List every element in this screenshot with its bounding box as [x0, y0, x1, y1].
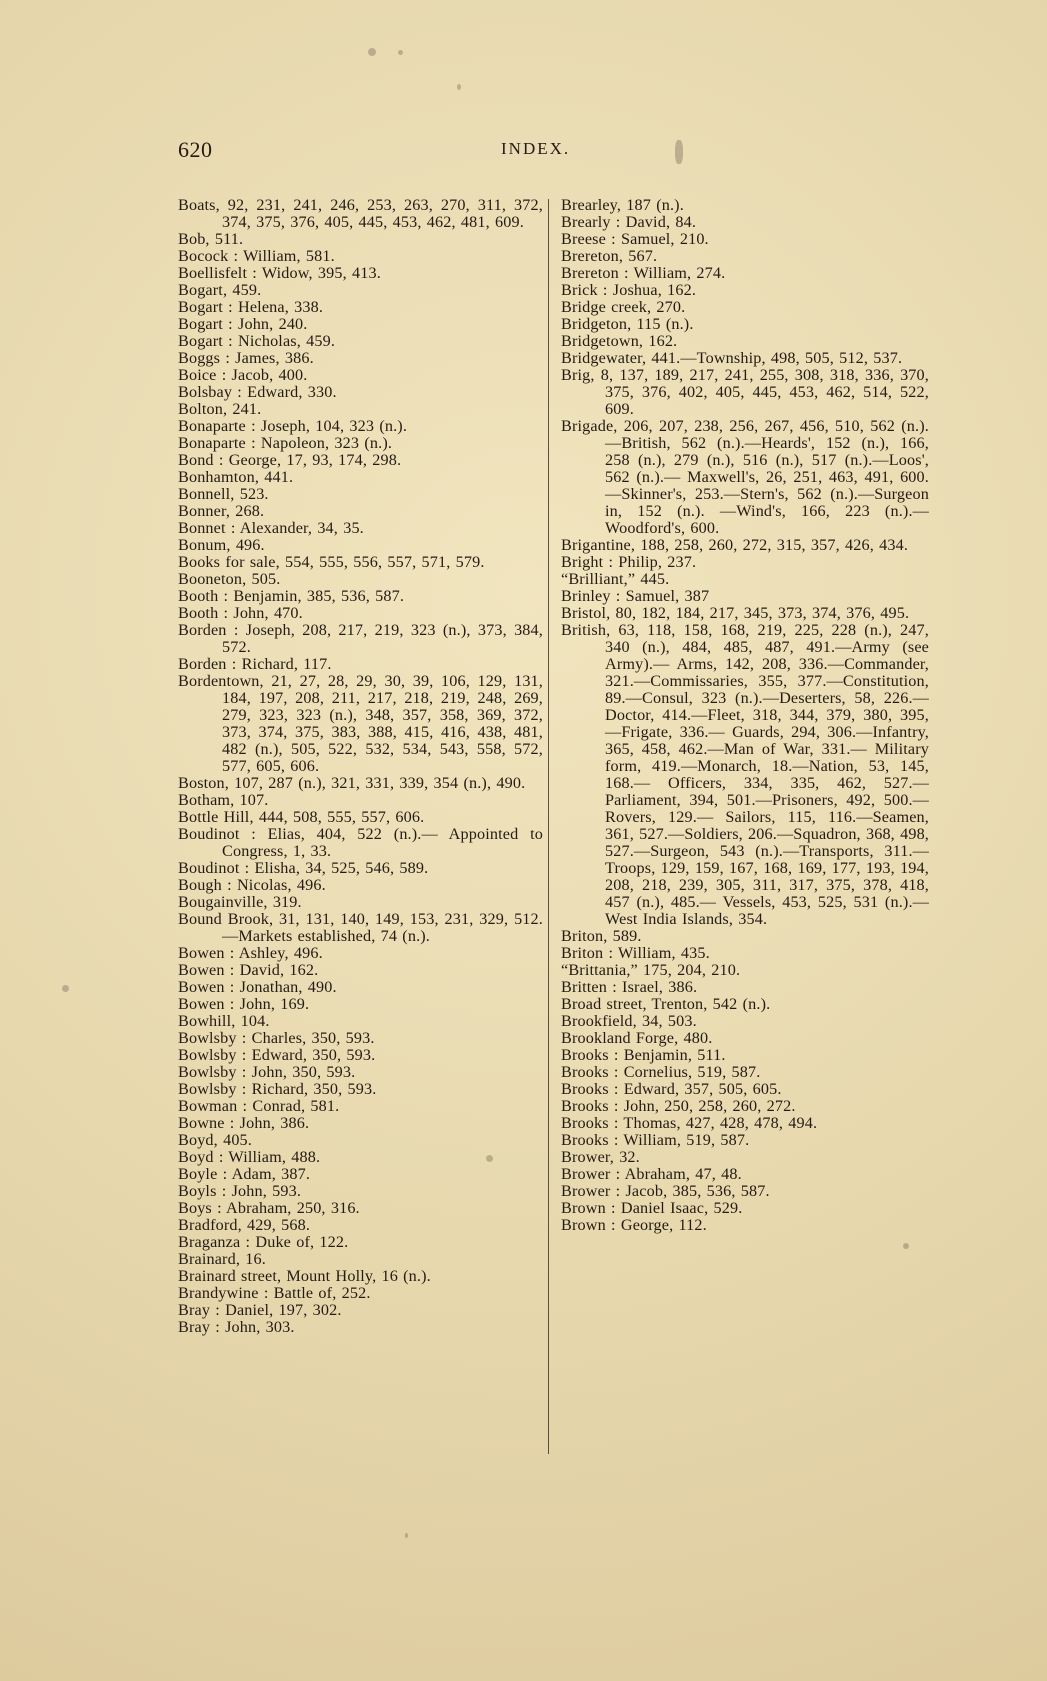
right-index-entry: “Brilliant,” 445. [561, 570, 670, 588]
paper-speck [903, 1243, 909, 1249]
left-index-entry: Brandywine : Battle of, 252. [178, 1284, 371, 1302]
left-index-entry: Bogart : John, 240. [178, 315, 308, 333]
left-index-entry: Bond : George, 17, 93, 174, 298. [178, 451, 402, 469]
paper-speck [405, 1533, 408, 1538]
left-index-entry: Bougainville, 319. [178, 893, 302, 911]
left-index-entry: Bray : John, 303. [178, 1318, 295, 1336]
paper-speck [486, 1155, 493, 1162]
left-index-entry: Brainard, 16. [178, 1250, 266, 1268]
paper-speck [398, 50, 403, 55]
left-index-entry: Boyd : William, 488. [178, 1148, 321, 1166]
right-index-entry: Brooks : William, 519, 587. [561, 1131, 750, 1149]
left-index-entry: Bowman : Conrad, 581. [178, 1097, 340, 1115]
left-index-entry: Boggs : James, 386. [178, 349, 314, 367]
right-index-entry: Bright : Philip, 237. [561, 553, 697, 571]
left-index-entry: Bowen : David, 162. [178, 961, 319, 979]
column-divider [548, 199, 549, 1454]
page-number: 620 [178, 137, 213, 162]
left-index-entry: Botham, 107. [178, 791, 269, 809]
right-index-entry: Bridge creek, 270. [561, 298, 686, 316]
left-index-entry: Bonnet : Alexander, 34, 35. [178, 519, 364, 537]
left-index-entry: Boyls : John, 593. [178, 1182, 302, 1200]
right-index-entry: Brereton : William, 274. [561, 264, 726, 282]
left-index-entry: Bonhamton, 441. [178, 468, 294, 486]
paper-speck [457, 84, 461, 90]
left-index-entry: Borden : Joseph, 208, 217, 219, 323 (n.), 373, 384, 572. [178, 621, 543, 656]
left-index-entry: Bowen : Ashley, 496. [178, 944, 323, 962]
right-index-entry: Brooks : Thomas, 427, 428, 478, 494. [561, 1114, 818, 1132]
left-index-entry: Braganza : Duke of, 122. [178, 1233, 349, 1251]
left-index-entry: Booneton, 505. [178, 570, 281, 588]
right-index-entry: British, 63, 118, 158, 168, 219, 225, 228 (n.), 247, 340 (n.), 484, 485, 487, 491.—Army (see Army).— Arms, 142, 208, 336.—Commander, 321.—Commissaries, 355, 377.—Constitution, 89.—Consul, 323 (n.).—Deserters, 58, 226.— Doctor, 414.—Fleet, 318, 344, 379, 380, 395, —Frigate, 336.— Guards, 294, 306.—Infantry, 365, 458, 462.—Man of War, 331.— Military form, 419.—Monarch, 18.—Nation, 53, 145, 168.— Officers, 334, 335, 462, 527.— Parliament, 394, 501.—Prisoners, 492, 500.—Rovers, 129.— Sailors, 115, 116.—Seamen, 361, 527.—Soldiers, 206.—Squadron, 368, 498, 527.—Surgeon, 543 (n.).—Transports, 311.—Troops, 129, 159, 167, 168, 169, 177, 193, 194, 208, 218, 239, 305, 311, 317, 375, 378, 418, 457 (n.), 485.— Vessels, 453, 525, 531 (n.).— West India Islands, 354. [561, 621, 930, 928]
left-index-entry: Boice : Jacob, 400. [178, 366, 308, 384]
left-index-entry: Bound Brook, 31, 131, 140, 149, 153, 231, 329, 512.—Markets established, 74 (n.). [178, 910, 543, 945]
left-index-entry: Bough : Nicolas, 496. [178, 876, 326, 894]
left-index-entry: Bogart : Helena, 338. [178, 298, 324, 316]
right-index-entry: Brearly : David, 84. [561, 213, 697, 231]
left-index-entry: Bowlsby : Edward, 350, 593. [178, 1046, 376, 1064]
left-index-entry: Bonnell, 523. [178, 485, 269, 503]
left-index-entry: Bocock : William, 581. [178, 247, 335, 265]
right-index-entry: Brig, 8, 137, 189, 217, 241, 255, 308, 318, 336, 370, 375, 376, 402, 405, 445, 453, 462, 514, 522, 609. [561, 366, 929, 418]
left-index-entry: Bowlsby : Richard, 350, 593. [178, 1080, 377, 1098]
right-index-entry: Brower, 32. [561, 1148, 640, 1166]
left-index-entry: Books for sale, 554, 555, 556, 557, 571, 579. [178, 553, 485, 571]
right-index-entry: Bristol, 80, 182, 184, 217, 345, 373, 374, 376, 495. [561, 604, 910, 622]
left-index-entry: Bray : Daniel, 197, 302. [178, 1301, 342, 1319]
right-index-entry: Brown : Daniel Isaac, 529. [561, 1199, 743, 1217]
left-index-entry: Boellisfelt : Widow, 395, 413. [178, 264, 381, 282]
left-index-entry: Bottle Hill, 444, 508, 555, 557, 606. [178, 808, 425, 826]
right-index-entry: Brower : Abraham, 47, 48. [561, 1165, 742, 1183]
right-index-entry: Briton, 589. [561, 927, 642, 945]
right-index-entry: Breese : Samuel, 210. [561, 230, 709, 248]
right-index-entry: Broad street, Trenton, 542 (n.). [561, 995, 771, 1013]
left-index-entry: Bordentown, 21, 27, 28, 29, 30, 39, 106, 129, 131, 184, 197, 208, 211, 217, 218, 219, 248, 269, 279, 323, 323 (n.), 348, 357, 358, 369, 372, 373, 374, 375, 383, 388, 415, 416, 438, 481, 482 (n.), 505, 522, 532, 534, 543, 558, 572, 577, 605, 606. [178, 672, 543, 775]
left-index-entry: Boudinot : Elias, 404, 522 (n.).— Appointed to Congress, 1, 33. [178, 825, 543, 860]
right-index-entry: Brigade, 206, 207, 238, 256, 267, 456, 510, 562 (n.).—British, 562 (n.).—Heards', 152 (n.), 166, 258 (n.), 279 (n.), 516 (n.), 517 (n.).—Loos', 562 (n.).— Maxwell's, 26, 251, 463, 491, 600.—Skinner's, 253.—Stern's, 562 (n.).—Surgeon in, 152 (n.). —Wind's, 166, 223 (n.).—Woodford's, 600. [561, 417, 929, 537]
right-index-entry: Brower : Jacob, 385, 536, 587. [561, 1182, 770, 1200]
right-index-entry: Brigantine, 188, 258, 260, 272, 315, 357, 426, 434. [561, 536, 909, 554]
left-index-entry: Boudinot : Elisha, 34, 525, 546, 589. [178, 859, 429, 877]
left-index-entry: Booth : John, 470. [178, 604, 303, 622]
left-index-entry: Bonaparte : Napoleon, 323 (n.). [178, 434, 393, 452]
left-index-entry: Bogart, 459. [178, 281, 262, 299]
left-index-entry: Bowlsby : John, 350, 593. [178, 1063, 356, 1081]
left-index-entry: Bonaparte : Joseph, 104, 323 (n.). [178, 417, 408, 435]
right-index-entry: Bridgetown, 162. [561, 332, 678, 350]
right-index-entry: Brinley : Samuel, 387 [561, 587, 710, 605]
paper-speck [368, 48, 376, 56]
left-index-column [178, 197, 543, 1336]
right-index-entry: Bridgewater, 441.—Township, 498, 505, 512, 537. [561, 349, 903, 367]
left-index-entry: Bonum, 496. [178, 536, 265, 554]
right-index-entry: Brereton, 567. [561, 247, 658, 265]
right-index-entry: Brooks : John, 250, 258, 260, 272. [561, 1097, 796, 1115]
left-index-entry: Bolsbay : Edward, 330. [178, 383, 337, 401]
left-index-entry: Bogart : Nicholas, 459. [178, 332, 336, 350]
right-index-entry: Brearley, 187 (n.). [561, 196, 684, 214]
left-index-entry: Booth : Benjamin, 385, 536, 587. [178, 587, 405, 605]
left-index-entry: Bowhill, 104. [178, 1012, 270, 1030]
right-index-entry: Brooks : Cornelius, 519, 587. [561, 1063, 761, 1081]
paper-speck [62, 985, 69, 992]
right-index-entry: Brooks : Benjamin, 511. [561, 1046, 726, 1064]
left-index-entry: Boys : Abraham, 250, 316. [178, 1199, 360, 1217]
right-index-entry: Brookland Forge, 480. [561, 1029, 713, 1047]
page-title: INDEX. [501, 139, 571, 158]
left-index-entry: Brainard street, Mount Holly, 16 (n.). [178, 1267, 431, 1285]
left-index-entry: Boats, 92, 231, 241, 246, 253, 263, 270, 311, 372, 374, 375, 376, 405, 445, 453, 462, 481, 609. [178, 196, 543, 231]
right-index-entry: Briton : William, 435. [561, 944, 710, 962]
left-index-entry: Bowen : John, 169. [178, 995, 310, 1013]
page-header [178, 137, 897, 165]
left-index-entry: Boyd, 405. [178, 1131, 252, 1149]
right-index-entry: Brookfield, 34, 503. [561, 1012, 697, 1030]
right-index-entry: Bridgeton, 115 (n.). [561, 315, 694, 333]
left-index-entry: Bolton, 241. [178, 400, 262, 418]
left-index-entry: Boston, 107, 287 (n.), 321, 331, 339, 354 (n.), 490. [178, 774, 526, 792]
left-index-entry: Bowne : John, 386. [178, 1114, 310, 1132]
paper-speck [675, 140, 683, 164]
right-index-column [561, 197, 929, 1234]
left-index-entry: Bonner, 268. [178, 502, 265, 520]
left-index-entry: Bowen : Jonathan, 490. [178, 978, 337, 996]
left-index-entry: Bob, 511. [178, 230, 244, 248]
left-index-entry: Boyle : Adam, 387. [178, 1165, 311, 1183]
right-index-entry: Brooks : Edward, 357, 505, 605. [561, 1080, 782, 1098]
right-index-entry: Britten : Israel, 386. [561, 978, 698, 996]
right-index-entry: Brown : George, 112. [561, 1216, 707, 1234]
left-index-entry: Borden : Richard, 117. [178, 655, 332, 673]
left-index-entry: Bradford, 429, 568. [178, 1216, 311, 1234]
right-index-entry: “Brittania,” 175, 204, 210. [561, 961, 741, 979]
right-index-entry: Brick : Joshua, 162. [561, 281, 697, 299]
left-index-entry: Bowlsby : Charles, 350, 593. [178, 1029, 375, 1047]
